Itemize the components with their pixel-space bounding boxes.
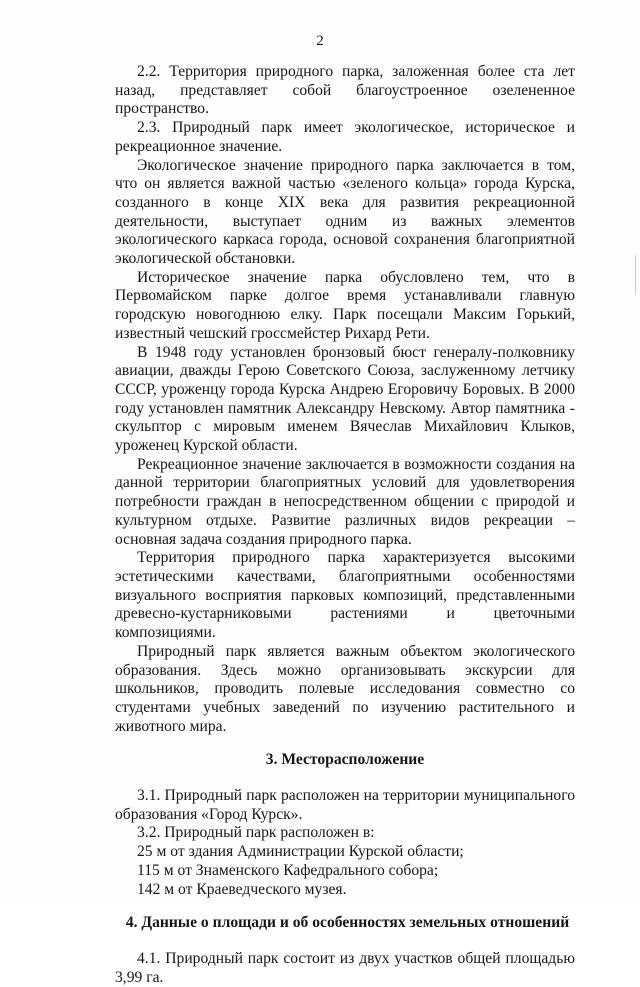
scan-edge-mark xyxy=(635,255,636,295)
paragraph-recreational: Рекреационное значение заключается в возможности создания на данной территории благоприятных условий для удовлетворения потребности граждан в непосредственном общении с природой и культурном отдыхе. Развитие различных видов рекреации – основная задача создания природного парка. xyxy=(115,455,575,548)
paragraph-2-2: 2.2. Территория природного парка, заложенная более ста лет назад, представляет собой благоустроенное озелененное пространство. xyxy=(115,63,575,118)
paragraph-2-3: 2.3. Природный парк имеет экологическое, историческое и рекреационное значение. xyxy=(115,119,575,155)
page-number: 2 xyxy=(316,33,324,49)
location-item-museum: 142 м от Краеведческого музея. xyxy=(137,880,347,898)
section-3-item-3-1: 3.1. Природный парк расположен на территории муниципального образования «Город Курск». xyxy=(115,787,575,823)
paragraph-ecological: Экологическое значение природного парка заключается в том, что он является важной частью «зеленого кольца» города Курска, созданного в конце XIX века для развития рекреационной деятельности, выступает одним из важных элементов экологического каркаса города, основой сохранения благоприятной экологической обстановки. xyxy=(115,156,575,268)
paragraph-historical: Историческое значение парка обусловлено тем, что в Первомайском парке долгое время устанавливали главную городскую новогоднюю елку. Парк посещали Максим Горький, известный чешский гроссмейстер Рихард Рети. xyxy=(115,268,575,342)
location-item-administration: 25 м от здания Администрации Курской области; xyxy=(137,843,464,861)
location-item-cathedral: 115 м от Знаменского Кафедрального собора; xyxy=(137,861,439,879)
paragraph-educational: Природный парк является важным объектом экологического образования. Здесь можно организовывать экскурсии для школьников, проводить полевые исследования совместно со студентами учебных заведений по изучению растительного и животного мира. xyxy=(115,642,575,735)
section-3-heading: 3. Месторасположение xyxy=(265,751,425,769)
section-3-item-3-2: 3.2. Природный парк расположен в: xyxy=(137,824,375,842)
section-4-item-4-1: 4.1. Природный парк состоит из двух участков общей площадью 3,99 га. xyxy=(115,949,575,986)
paragraph-aesthetic: Территория природного парка характеризуется высокими эстетическими качествами, благоприятными особенностями визуального восприятия парковых композиций, представленными древесно-кустарниковыми растениями и цветочными композициями. xyxy=(115,549,575,642)
document-body xyxy=(115,63,575,987)
paragraph-monuments: В 1948 году установлен бронзовый бюст генералу-полковнику авиации, дважды Герою Советского Союза, заслуженному летчику СССР, уроженцу города Курска Андрею Егоровичу Боровых. В 2000 году установлен памятник Александру Невскому. Автор памятника - скульптор с мировым именем Вячеслав Михайлович Клыков, уроженец Курской области. xyxy=(115,343,575,455)
section-4-heading: 4. Данные о площади и об особенностях земельных отношений xyxy=(125,914,570,932)
